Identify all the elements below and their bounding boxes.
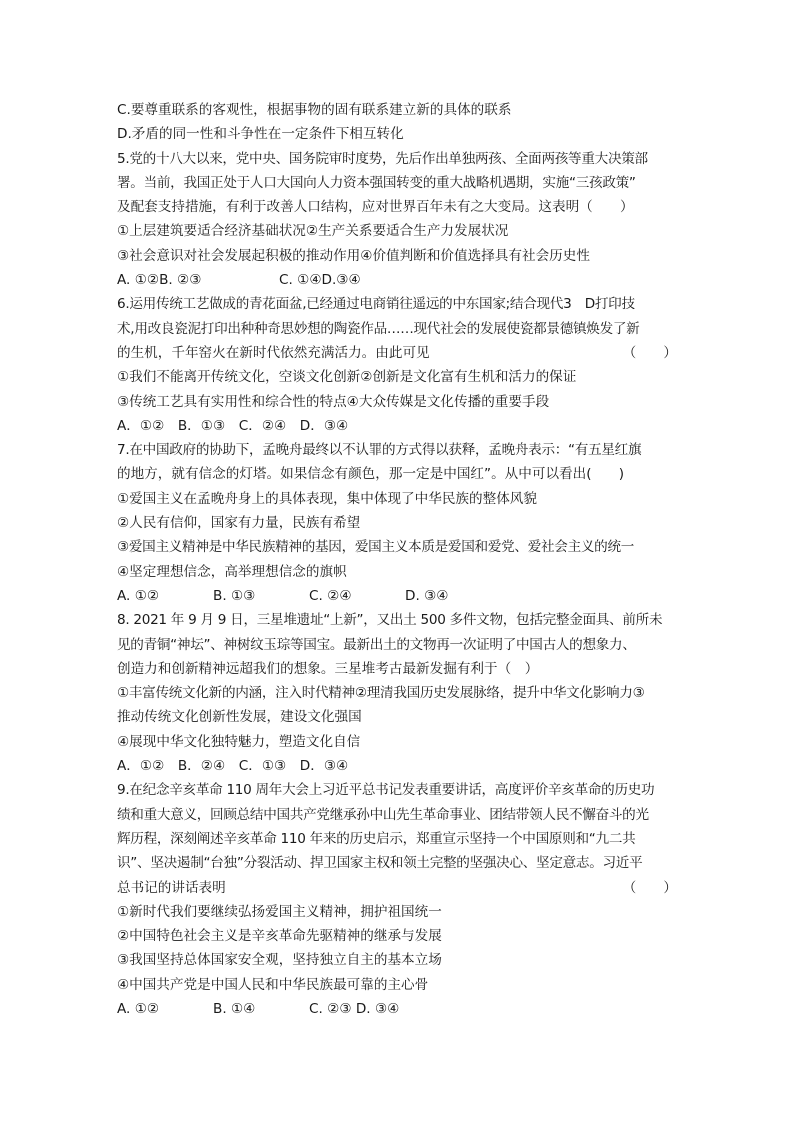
q5-items-3-4: ③社会意识对社会发展起积极的推动作用④价值判断和价值选择具有社会历史性 [117, 247, 590, 264]
question-9 [117, 778, 677, 1021]
q7-option-b[interactable]: B. ①③ [213, 587, 256, 604]
q9-stem-line-4: 识”、坚决遏制“台独”分裂活动、捍卫国家主权和领土完整的坚强决心、坚定意志。习近平 [117, 855, 643, 872]
q7-stem-line-1: 7.在中国政府的协助下，孟晚舟最终以不认罪的方式得以获释，孟晚舟表示：“有五星红旗 [117, 442, 642, 459]
q5-stem-line-3: 及配套支持措施，有利于改善人口结构，应对世界百年未有之大变局。这表明（ ） [117, 199, 634, 216]
q8-stem-line-3: 创造力和创新精神远超我们的想象。三星堆考古最新发掘有利于（ ） [117, 660, 539, 677]
q6-stem-line-2: 术,用改良瓷泥打印出种种奇思妙想的陶瓷作品……现代社会的发展使瓷都景德镇焕发了新 [117, 320, 640, 337]
q6-stem-line-1: 6.运用传统工艺做成的青花面盆,已经通过电商销往遥远的中东国家;结合现代3 D打印技 [117, 296, 635, 313]
q6-options[interactable]: A．①② B．①③ C．②④ D．③④ [117, 417, 349, 434]
question-6 [117, 292, 677, 438]
prev-option-c: C.要尊重联系的客观性，根据事物的固有联系建立新的具体的联系 [117, 102, 512, 118]
q8-options[interactable]: A．①② B．②④ C．①③ D．③④ [117, 758, 349, 775]
q9-option-cd[interactable]: C. ②③ D. ③④ [309, 1000, 400, 1017]
q7-item-4: ④坚定理想信念，高举理想信念的旗帜 [117, 563, 347, 580]
q6-items-1-2: ①我们不能离开传统文化，空谈文化创新②创新是文化富有生机和活力的保证 [117, 369, 577, 386]
q9-stem-line-2: 绩和重大意义，回顾总结中国共产党继承孙中山先生革命事业、团结带领人民不懈奋斗的光 [117, 806, 649, 823]
q9-item-3: ③我国坚持总体国家安全观，坚持独立自主的基本立场 [117, 952, 442, 969]
q7-option-a[interactable]: A. ①② [117, 587, 160, 604]
q7-stem-line-2: 的地方，就有信念的灯塔。如果信念有颜色，那一定是中国红”。从中可以看出( ) [117, 466, 625, 483]
q9-item-2: ②中国特色社会主义是辛亥革命先驱精神的继承与发展 [117, 928, 442, 945]
q8-items-1-3: ①丰富传统文化新的内涵，注入时代精神②理清我国历史发展脉络，提升中华文化影响力③ [117, 685, 645, 702]
q7-option-c[interactable]: C. ②④ [309, 587, 352, 604]
q9-stem-line-1: 9.在纪念辛亥革命 110 周年大会上习近平总书记发表重要讲话，高度评价辛亥革命的历史功 [117, 782, 655, 799]
question-content [117, 98, 677, 1021]
q8-stem-line-2: 见的青铜“神坛”、神树纹玉琮等国宝。最新出土的文物再一次证明了中国古人的想象力、 [117, 636, 636, 653]
q9-option-b[interactable]: B. ①④ [213, 1000, 256, 1017]
q5-option-cd[interactable]: C. ①④D.③④ [279, 272, 361, 289]
q5-options [117, 268, 677, 292]
q8-item-3-cont: 推动传统文化创新性发展，建设文化强国 [117, 709, 362, 726]
q9-answer-paren: （ ） [622, 879, 677, 896]
q8-item-4: ④展现中华文化独特魅力，塑造文化自信 [117, 733, 361, 750]
q7-option-d[interactable]: D. ③④ [405, 587, 449, 604]
q5-stem-line-2: 署。当前，我国正处于人口大国向人力资本强国转变的重大战略机遇期，实施“三孩政策” [117, 174, 636, 191]
q9-option-a[interactable]: A. ①② [117, 1000, 160, 1017]
q5-option-ab[interactable]: A. ①②B. ②③ [117, 272, 202, 289]
q6-stem-text: 的生机，千年窑火在新时代依然充满活力。由此可见 [117, 344, 430, 361]
prev-option-d: D.矛盾的同一性和斗争性在一定条件下相互转化 [117, 126, 404, 143]
q9-item-4: ④中国共产党是中国人民和中华民族最可靠的主心骨 [117, 976, 429, 993]
q5-items-1-2: ①上层建筑要适合经济基础状况②生产关系要适合生产力发展状况 [117, 223, 509, 240]
q9-item-1: ①新时代我们要继续弘扬爱国主义精神，拥护祖国统一 [117, 903, 442, 920]
q6-stem-line-3 [117, 341, 677, 365]
q7-item-3: ③爱国主义精神是中华民族精神的基因，爱国主义本质是爱国和爱党、爱社会主义的统一 [117, 539, 635, 556]
q9-stem-line-3: 辉历程，深刻阐述辛亥革命 110 年来的历史启示，郑重宣示坚持一个中国原则和“九二共 [117, 830, 636, 847]
q9-options [117, 997, 677, 1021]
q6-answer-paren: （ ） [622, 344, 677, 361]
q6-items-3-4: ③传统工艺具有实用性和综合性的特点④大众传媒是文化传播的重要手段 [117, 393, 550, 410]
q7-item-1: ①爱国主义在孟晚舟身上的具体表现，集中体现了中华民族的整体风貌 [117, 490, 537, 507]
q9-stem-line-5 [117, 876, 677, 900]
question-8 [117, 608, 677, 778]
q5-stem-line-1: 5.党的十八大以来，党中央、国务院审时度势，先后作出单独两孩、全面两孩等重大决策部 [117, 150, 648, 167]
q9-stem-text: 总书记的讲话表明 [117, 879, 226, 896]
question-7 [117, 438, 677, 608]
q7-item-2: ②人民有信仰，国家有力量，民族有希望 [117, 515, 361, 532]
question-5 [117, 147, 677, 293]
q8-stem-line-1: 8. 2021 年 9 月 9 日，三星堆遗址“上新”，又出土 500 多件文物，包括完整金面具、前所未 [117, 612, 663, 629]
q7-options [117, 584, 677, 608]
